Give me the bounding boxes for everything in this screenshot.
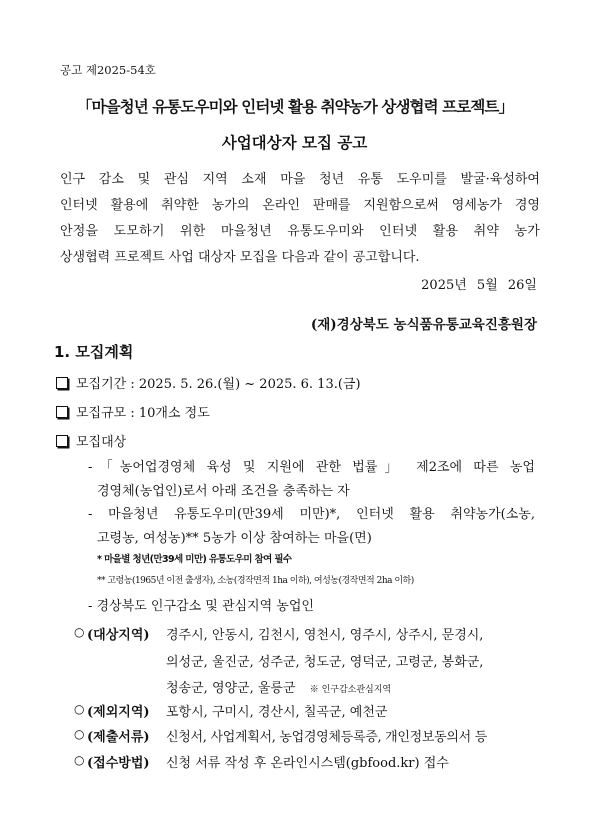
target-item-2-line-2: 고령농, 여성농)** 5농가 이상 참여하는 마을(면) <box>97 531 372 546</box>
method-value: 신청 서류 작성 후 온라인시스템(gbfood.kr) 접수 <box>166 756 449 771</box>
region-label: (대상지역) <box>87 628 150 643</box>
region-line-3 <box>166 677 391 696</box>
target-item-2-line-1: - 마을청년 유통도우미(만39세 미만)*, 인터넷 활용 취약농가(소농, <box>88 507 535 522</box>
region-line-3-text: 청송군, 영양군, 울릉군 <box>166 681 296 696</box>
intro-line-3: 안정을 도모하기 위한 마을청년 유통도우미와 인터넷 활용 취약 농가 <box>60 224 540 239</box>
intro-line-1: 인구 감소 및 관심 지역 소재 마을 청년 유통 도우미를 발굴·육성하여 <box>60 172 540 187</box>
organization-name: (재)경상북도 농식품유통교육진흥원장 <box>310 317 537 333</box>
period-text: 모집기간 : 2025. 5. 26.(월) ~ 2025. 6. 13.(금) <box>76 377 361 392</box>
bullet-icon: ○ <box>74 753 85 767</box>
title-line-1: 「마을청년 유통도우미와 인터넷 활용 취약농가 상생협력 프로젝트」 <box>76 98 514 116</box>
note-farmer-definitions: ** 고령농(1965년 이전 출생자), 소농(경작면적 1ha 이하), 여성농(경작면적 2ha 이하) <box>97 576 414 586</box>
docs-label: (제출서류) <box>87 730 150 745</box>
notice-number: 공고 제2025-54호 <box>60 63 156 77</box>
target-heading: 모집대상 <box>76 435 127 450</box>
intro-line-2: 인터넷 활용에 취약한 농가의 온라인 판매를 지원함으로써 영세농가 경영 <box>60 198 540 213</box>
checkbox-icon <box>56 435 68 447</box>
checkbox-icon <box>56 406 68 418</box>
docs-value: 신청서, 사업계획서, 농업경영체등록증, 개인정보동의서 등 <box>166 730 488 745</box>
method-label: (접수방법) <box>87 756 150 771</box>
exclude-label: (제외지역) <box>87 705 150 720</box>
region-line-1: 경주시, 안동시, 김천시, 영천시, 영주시, 상주시, 문경시, <box>166 628 484 643</box>
intro-line-4: 상생협력 프로젝트 사업 대상자 모집을 다음과 같이 공고합니다. <box>60 250 420 265</box>
note-youth-required: * 마을별 청년(만39세 미만) 유통도우미 참여 필수 <box>97 554 292 565</box>
target-item-3: - 경상북도 인구감소 및 관심지역 농업인 <box>88 599 314 614</box>
region-note: ※ 인구감소관심지역 <box>309 685 392 695</box>
exclude-value: 포항시, 구미시, 경산시, 칠곡군, 예천군 <box>166 705 388 720</box>
target-item-1-line-1: -「농어업경영체 육성 및 지원에 관한 법률」 제2조에 따른 농업 <box>88 460 535 475</box>
bullet-icon: ○ <box>74 702 85 716</box>
checkbox-icon <box>56 377 68 389</box>
period-item <box>56 373 361 392</box>
scale-item <box>56 402 210 421</box>
notice-date: 2025년 5월 26일 <box>421 278 537 293</box>
bullet-icon: ○ <box>74 625 85 639</box>
region-line-2: 의성군, 울진군, 성주군, 청도군, 영덕군, 고령군, 봉화군, <box>166 655 484 670</box>
scale-text: 모집규모 : 10개소 정도 <box>76 406 210 421</box>
target-item <box>56 431 126 450</box>
title-line-2: 사업대상자 모집 공고 <box>221 134 368 152</box>
target-item-1-line-2: 경영체(농업인)로서 아래 조건을 충족하는 자 <box>97 484 350 499</box>
bullet-icon: ○ <box>74 727 85 741</box>
section-title: 1. 모집계획 <box>54 343 134 361</box>
